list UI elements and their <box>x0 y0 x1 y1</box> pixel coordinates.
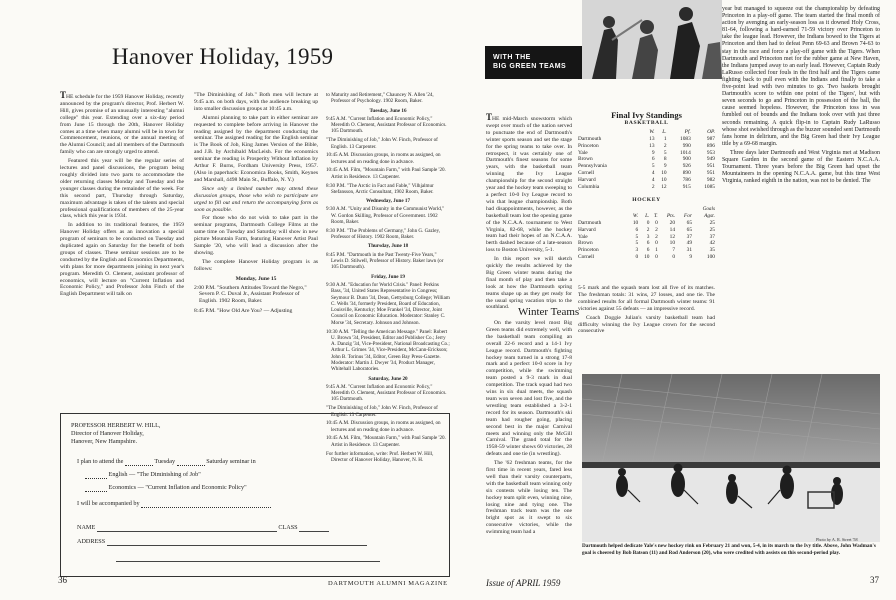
column-header: L. <box>662 128 667 135</box>
schedule-item: to Maturity and Retirement," Chauncey N. Allen '24, Professor of Psychology. 1902 Room, Baker. <box>326 92 434 105</box>
stat-cell: 10 <box>669 240 676 247</box>
stat-cell: 25 <box>709 219 715 226</box>
stat-cell: 4 <box>651 170 655 177</box>
right-column-3 <box>722 6 880 187</box>
stat-cell: 5 <box>651 163 655 170</box>
right-column-1 <box>486 114 572 313</box>
stat-cell: 949 <box>706 156 715 163</box>
stat-cell: 926 <box>682 163 691 170</box>
team-name: Columbia <box>578 184 600 191</box>
form-address: PROFESSOR HERBERT W. HILL, Director of Hanover Holiday, Hanover, New Hampshire. <box>71 422 161 445</box>
final-ivy-standings <box>578 112 715 261</box>
column-header: T. <box>653 212 658 219</box>
team-name: Princeton <box>578 247 599 254</box>
stat-cell: 2 <box>655 233 658 240</box>
saturday-blank[interactable] <box>177 460 205 466</box>
stat-cell: 6 <box>646 240 650 247</box>
standings-title: Final Ivy Standings <box>611 110 682 120</box>
basketball-table <box>578 129 715 191</box>
paragraph: Three days later Dartmouth and West Virginia met at Madison Square Garden in the second game of the Eastern N.C.A.A. Tournament. Three years before the Big Green had upset the Mountaineers in the opening N.C.A.A. game, but this time West Virginia, ranked eighth in the nation, was not to be denied. The <box>722 149 880 185</box>
schedule-item: 2:00 P.M. "Southern Attitudes Toward the Negro," Severn P. C. Duval Jr., Assistant Professor of English. 1902 Room, Baker. <box>194 284 307 305</box>
column-header: L. <box>645 212 650 219</box>
tuesday-blank[interactable] <box>125 460 153 466</box>
stat-cell: 20 <box>669 219 676 226</box>
stat-cell: 2 <box>646 226 650 233</box>
stat-cell: 915 <box>682 184 691 191</box>
table-row <box>578 247 715 254</box>
winter-teams-heading: Winter Teams <box>518 306 580 318</box>
stat-cell: 953 <box>706 149 715 156</box>
table-row <box>578 234 715 241</box>
drop-cap: T <box>60 90 67 100</box>
paragraph: 5-5 mark and the squash team lost all five of its matches. The freshman totals: 31 wins, 27 losses, and one tie. The combined results for all formal Dartmouth winter teams: 91 victories against 55 defeats — an impressive record. <box>578 285 715 312</box>
hockey-photo <box>582 374 880 542</box>
schedule-item: 9:30 A.M. "Education for World Crisis." Panel: Perkins Bass, '34, United States Representative in Congress; Seymour B. Dunn '34, Dean, Gettysburg College; William C. Wells '34, formerly President, Board of Education, Louisville, Kentucky; Moe Frankel '34, Director, Joint Council on Economic Education. Moderator: Stanley C. Morse '34, Secretary. Johnson and Johnson. <box>326 281 450 326</box>
stat-cell: 0 <box>672 254 676 261</box>
stat-cell: 6 <box>646 247 650 254</box>
column-header: For <box>683 212 693 219</box>
stat-cell: 1 <box>655 247 658 254</box>
photo-credit: Photo by A. R. Street '58 <box>816 537 858 542</box>
goals-label: Goals <box>702 205 715 212</box>
paragraph: Alumni planning to take part in either seminar are requested to complete before arriving in Hanover the reading assigned by the department conducting the seminar. The assigned reading for the English seminar is The Book of Job, King James Version of the Bible, and J.B. by Archibald MacLeish. For the economics seminar the reading is Prosperity Without Inflation by Arthur F. Burns, Fordham University Press, 1957. (Also in paperback: Economica Books, Smith, Keynes and Marshall, 4498 Main St., Buffalo, N. Y.) <box>194 114 318 183</box>
stat-cell: 37 <box>709 233 715 240</box>
left-column-2 <box>194 92 318 317</box>
schedule-item: 10:45 A.M. Discussion groups, in rooms as assigned, on lectures and on reading done in advance. <box>326 152 441 165</box>
paragraph: On the varsity level most Big Green teams did extremely well, with the basketball team compiling an overall 22-6 record and a 14-1 Ivy League record. Dartmouth's fighting hockey team turned in a strong 17-8 mark and a perfect 10-0 score in Ivy competition, while the swimming team posted a 9-3 mark in dual competition. The track squad had two wins in six dual meets, the squash team won seven and lost five, and the wrestling team established a 3-2-1 record for its season. Dartmouth's ski team had rougher going, placing second best in the major Carnival meets and winning only the McGill Carnival. The grand total for the 1958-59 winter shows 60 victories, 28 defeats and one tie (in wrestling). <box>486 320 572 458</box>
form-economics-line: Economics — "Current Inflation and Economic Policy" <box>85 484 247 492</box>
hockey-game-photo-icon <box>582 374 880 542</box>
stat-cell: 0 <box>646 219 650 226</box>
schedule-item: 9:45 A.M. "Current Inflation and Economic Policy," Meredith O. Clement, Assistant Professor of Economics. 105 Dartmouth. <box>326 115 447 135</box>
stat-cell: 0 <box>635 254 639 261</box>
column-header: Pts. <box>666 212 676 219</box>
name-field[interactable] <box>97 525 277 532</box>
paragraph: The complete Hanover Holiday program is as follows: <box>194 258 318 272</box>
stat-cell: 890 <box>682 170 691 177</box>
hockey-table <box>578 213 715 261</box>
stat-cell: 8 <box>663 156 667 163</box>
team-name: Dartmouth <box>578 219 602 226</box>
team-name: Brown <box>578 240 593 247</box>
stat-cell: 31 <box>686 247 693 254</box>
stat-cell: 25 <box>709 226 715 233</box>
stat-cell: 1014 <box>680 149 691 156</box>
team-name: Yale <box>578 149 588 156</box>
drop-cap: T <box>486 112 493 122</box>
stat-cell: 65 <box>686 219 693 226</box>
table-row <box>578 240 715 247</box>
stat-cell: 6 <box>635 226 639 233</box>
stat-cell: 3 <box>635 247 639 254</box>
stat-cell: 1083 <box>680 135 691 142</box>
right-column-2 <box>578 285 715 337</box>
schedule-item: 8:30 P.M. "The Problems of Germany," John G. Gazley, Professor of History. 1902 Room, Baker. <box>326 227 440 241</box>
team-name: Cornell <box>578 170 595 177</box>
left-column-1 <box>60 92 184 300</box>
paragraph: year but managed to squeeze out the championship by defeating Princeton in a play-off game. The team started the final month of action by avenging an early-season loss as it downed Holy Cross, 81-64, following a hard-earned 71-59 victory over Princeton to take the league lead. However, the Indians bowed to the Tigers at Princeton and then had to defeat Penn 69-63 and Brown 74-63 to stay in the race and force a play-off game with the Tigers. When Dartmouth and Princeton met for the rubber game at New Haven, the Indians jumped away to an early lead. However, Captain Rudy LaRusso collected four fouls in the first half and the Tigers came fighting back to pull even with the Indians and finally to take a five-point lead with two minutes to go. Two baskets brought Dartmouth's score to within one point of the Tigers', but with seven seconds to go and Princeton in possession of the ball, the cause seemed hopeless. However, the Princeton toss in was fumbled out of bounds and the Indians took over with just three seconds remaining. A quick flip-in to Captain Rudy LaRusso whose shot swished through as the buzzer sounded sent Dartmouth fans home in delirium, and the Big Green had their Ivy League title by a 69-68 margin. <box>722 6 880 147</box>
schedule-item: "The Diminishing of Job," John W. Finch, Professor of English. 13 Carpenter. <box>326 405 438 418</box>
team-name: Yale <box>578 233 588 240</box>
stat-cell: 10 <box>644 254 650 261</box>
schedule-item: 8:30 P.M. "The Arctic in Fact and Fable," Vilhjalmur Stefansson, Arctic Consultant, 1902 Room, Baker. <box>326 182 434 195</box>
footer-magazine-title: DARTMOUTH ALUMNI MAGAZINE <box>328 580 448 587</box>
column-header: W. <box>649 128 655 135</box>
stat-cell: 6 <box>651 156 655 163</box>
stat-cell: 42 <box>709 240 715 247</box>
schedule-item: 9:45 A.M. "Current Inflation and Economic Policy," Meredith O. Clement, Assistant Professor of Economics. 105 Dartmouth. <box>326 383 447 403</box>
stat-cell: 2 <box>651 184 655 191</box>
stat-cell: 14 <box>669 226 676 233</box>
paragraph: Featured this year will be the regular series of lectures and panel discussions, the program being roughly divided into two parts to accommodate the older returning classes Monday and Tuesday and the younger classes during the remainder of the week. For this second part, Thursday through Saturday, maximum advantage is taken of the talents and special professional qualifications of members of the 25-year class, which this year is 1934. <box>60 158 184 220</box>
form-english-line: English — "The Diminishing of Job" <box>85 471 201 479</box>
stat-cell: 0 <box>655 254 658 261</box>
schedule-item: 10:45 A.M. Discussion groups, in rooms as assigned, on lectures and on reading done in advance. <box>326 420 441 433</box>
column-header: Agst. <box>704 212 715 219</box>
paragraph: Coach Doggie Julian's varsity basketball team had difficulty winning the Ivy League crown for the second consecutive <box>578 314 715 335</box>
schedule-item: For further information, write: Prof. Herbert W. Hill, Director of Hanover Holiday, Hanover, N. H. <box>326 450 434 463</box>
schedule-item: 8:45 P.M. "Dartmouth in the Past Twenty-Five Years," Lewis D. Stilwell, Professor of History. Baker lawn (or 105 Dartmouth). <box>326 251 444 271</box>
team-name: Cornell <box>578 254 595 261</box>
companion-field[interactable] <box>141 502 271 508</box>
schedule-item: 10:30 A.M. "Telling the American Message." Panel: Robert U. Brown '34, President, Editor and Publisher Co.; Jerry A. Danzig '34, Vice-President, National Broadcasting Co.; Arthur L. Grimes '34, Vice-President, McCann-Erickson; John B. Torinus '34, Editor, Green Bay Press-Gazette. Moderator: Martin J. Dwyer '34, Product Manager, Whitehall Laboratories. <box>326 328 450 373</box>
stat-cell: 49 <box>686 240 693 247</box>
column-header: Pf. <box>684 128 691 135</box>
stat-cell: 3 <box>646 233 650 240</box>
team-name: Pennsylvania <box>578 163 607 170</box>
stat-cell: 1085 <box>704 184 715 191</box>
table-row <box>578 177 715 184</box>
stat-cell: 786 <box>682 177 691 184</box>
paragraph: In addition to its traditional features, the 1959 Hanover Holiday offers as an innovation a special program of seminars to be conducted on Tuesday and duplicated again on Saturday for the benefit of both groups of classes. These seminar sessions are to be conducted by the English and Economics Departments, with plans for more departments joining in next year's program. Meredith O. Clement, assistant professor of economics, will lecture on "Current Inflation and Economic Policy," and Professor John Finch of the English Department will talk on <box>60 222 184 298</box>
photo-caption: Dartmouth helped dedicate Yale's new hockey rink on February 21 and won, 5-4, in its march to the Ivy title. Above, John Wadman's goal is cheered by Bob Batson (11) and Rod Anderson (20), who were credited with assists on this second-period play. <box>582 543 876 556</box>
stat-cell: 9 <box>689 254 693 261</box>
form-address-line-2 <box>116 554 380 562</box>
athletes-photo-icon <box>582 0 722 79</box>
stat-cell: 13 <box>649 142 655 149</box>
stat-cell: 1 <box>663 135 667 142</box>
paragraph: THE mid-March snowstorm which swept over much of the nation served to punctuate the end of Dartmouth's winter sports season and set the stage for the spring teams to take over. In retrospect, it was certainly one of Dartmouth's finest seasons for some years, with the basketball team winning the Ivy League championship for the second straight year and the hockey team sweeping to a perfect 10-0 Ivy League record to win that league championship. Both had disappointments, however, as the basketball team lost the opening game of the N.C.A.A. tournament to West Virginia, 82-68, while the hockey team had their hopes of an N.C.A.A. berth dashed because of a late-season loss to Boston University, 5-1. <box>486 112 572 254</box>
stat-cell: 10 <box>661 170 667 177</box>
stat-cell: 987 <box>706 135 715 142</box>
stat-cell: 9 <box>663 163 667 170</box>
team-name: Brown <box>578 156 593 163</box>
page-number-right: 37 <box>870 575 879 585</box>
address-field-2[interactable] <box>116 555 380 562</box>
form-companion-line: I will be accompanied by <box>77 500 271 508</box>
stat-cell: 12 <box>661 184 667 191</box>
stat-cell: 35 <box>709 247 715 254</box>
paragraph: For those who do not wish to take part in the seminar programs, Dartmouth College Films at the same time on Tuesday and Saturday will show in new picture Mountain Farm, featuring Hanover Artist Paul Sample '20, who will lead a discussion after the showing. <box>194 215 318 256</box>
stat-cell: 10 <box>661 177 667 184</box>
schedule-item: 8:45 P.M. "How Old Are You? — Adjusting <box>194 307 293 314</box>
paragraph: The '62 freshman teams, for the first time in recent years, fared less well than their varsity counterparts, with the basketball team winning only six contests while losing ten. The hockey team split even, winning nine, losing nine and tying one. The freshman track team was the one bright spot as it swept to six consecutive victories, while the swimming team had a <box>486 460 572 536</box>
stat-cell: 982 <box>706 177 715 184</box>
stat-cell: 12 <box>669 233 676 240</box>
footer-issue: Issue of APRIL 1959 <box>486 578 561 588</box>
stat-cell: 9 <box>651 149 655 156</box>
right-column-1b <box>486 320 572 538</box>
schedule-day: Monday, June 15 <box>235 275 277 282</box>
banner-photo <box>582 0 722 79</box>
schedule-item: "The Diminishing of Job," John W. Finch, Professor of English. 13 Carpenter. <box>326 137 438 150</box>
form-address-line: ADDRESS <box>77 538 367 546</box>
stat-cell: 37 <box>686 233 693 240</box>
stat-cell: 2 <box>655 226 658 233</box>
class-field[interactable] <box>299 525 329 532</box>
stat-cell: 896 <box>706 142 715 149</box>
stat-cell: 0 <box>655 219 658 226</box>
page-number-left: 36 <box>58 575 67 585</box>
stat-cell: 4 <box>651 177 655 184</box>
stat-cell: 951 <box>706 163 715 170</box>
team-name: Harvard <box>578 226 596 233</box>
economics-checkbox[interactable] <box>85 486 107 492</box>
stat-cell: 900 <box>682 156 691 163</box>
table-row <box>578 163 715 170</box>
schedule-day: Friday, June 19 <box>371 273 405 280</box>
table-row <box>578 227 715 234</box>
stat-cell: 0 <box>655 240 658 247</box>
stat-cell: 7 <box>672 247 676 254</box>
form-name-line: NAME CLASS <box>77 524 329 532</box>
stat-cell: 5 <box>635 233 639 240</box>
left-column-3 <box>326 92 450 466</box>
registration-form <box>60 413 450 577</box>
column-header: OP. <box>707 128 715 135</box>
team-name: Dartmouth <box>578 135 602 142</box>
section-banner: WITH THE BIG GREEN TEAMS <box>485 46 582 79</box>
english-checkbox[interactable] <box>85 473 107 479</box>
form-attend-line: I plan to attend the Tuesday Saturday seminar in <box>77 458 256 465</box>
schedule-item: 10:45 A.M. Film, "Mountain Farm," with Paul Sample '20. Artist in Residence. 13 Carpenter. <box>326 435 446 448</box>
team-name: Princeton <box>578 142 599 149</box>
stat-cell: 13 <box>649 135 655 142</box>
hockey-label: HOCKEY <box>632 196 661 203</box>
article-title: Hanover Holiday, 1959 <box>112 44 334 69</box>
table-row <box>578 184 715 191</box>
team-name: Harvard <box>578 177 596 184</box>
table-row <box>578 150 715 157</box>
stat-cell: 65 <box>686 226 693 233</box>
schedule-item: 9:30 A.M. "Unity and Disunity in the Communist World," W. Gordon Skilling, Professor of Government. 1902 Room, Baker. <box>326 206 445 226</box>
column-header: W. <box>632 212 639 219</box>
stat-cell: 2 <box>663 142 667 149</box>
stat-cell: 100 <box>706 254 715 261</box>
stat-cell: 990 <box>682 142 691 149</box>
address-field[interactable] <box>107 539 367 546</box>
stat-cell: 951 <box>706 170 715 177</box>
schedule-day: Thursday, June 18 <box>367 243 409 250</box>
table-row <box>578 143 715 150</box>
paragraph: Since only a limited number may attend these discussion groups, those who wish to participate are urged to fill out and return the accompanying form as soon as possible. <box>194 185 318 213</box>
paragraph: "The Diminishing of Job." Both men will lecture at 9:45 a.m. on both days, with the audience breaking up into smaller discussion groups at 10:45 a.m. <box>194 92 318 112</box>
stat-cell: 10 <box>632 219 639 226</box>
table-row <box>578 136 715 143</box>
schedule-day: Wednesday, June 17 <box>365 198 410 205</box>
schedule-day: Saturday, June 20 <box>368 375 408 382</box>
schedule-day: Tuesday, June 16 <box>369 107 407 114</box>
basketball-label: BASKETBALL <box>624 119 669 126</box>
table-row <box>578 156 715 163</box>
paragraph: THE schedule for the 1959 Hanover Holiday, recently announced by the program's director, Prof. Herbert W. Hill, gives promise of an unusually interesting "alumni college" this year. Extending over a six-day period from June 15 through the 20th, Hanover Holiday comes at a time when many alumni will be in town for Commencement, reunions, or the annual meeting of the Alumni Council; and all members of the Dartmouth family who can are strongly urged to attend. <box>60 90 184 156</box>
table-row <box>578 254 715 261</box>
paragraph: In this report we will sketch quickly the results achieved by the Big Green winter teams during the final month of play and then take a look at how the Dartmouth spring teams shape up as they get ready for the usual spring vacation trips to the southland. <box>486 256 572 311</box>
table-row <box>578 170 715 177</box>
table-row <box>578 220 715 227</box>
stat-cell: 5 <box>663 149 667 156</box>
schedule-item: 10:45 A.M. Film, "Mountain Farm," with Paul Sample '20. Artist in Residence. 13 Carpenter. <box>326 167 446 180</box>
stat-cell: 5 <box>635 240 639 247</box>
